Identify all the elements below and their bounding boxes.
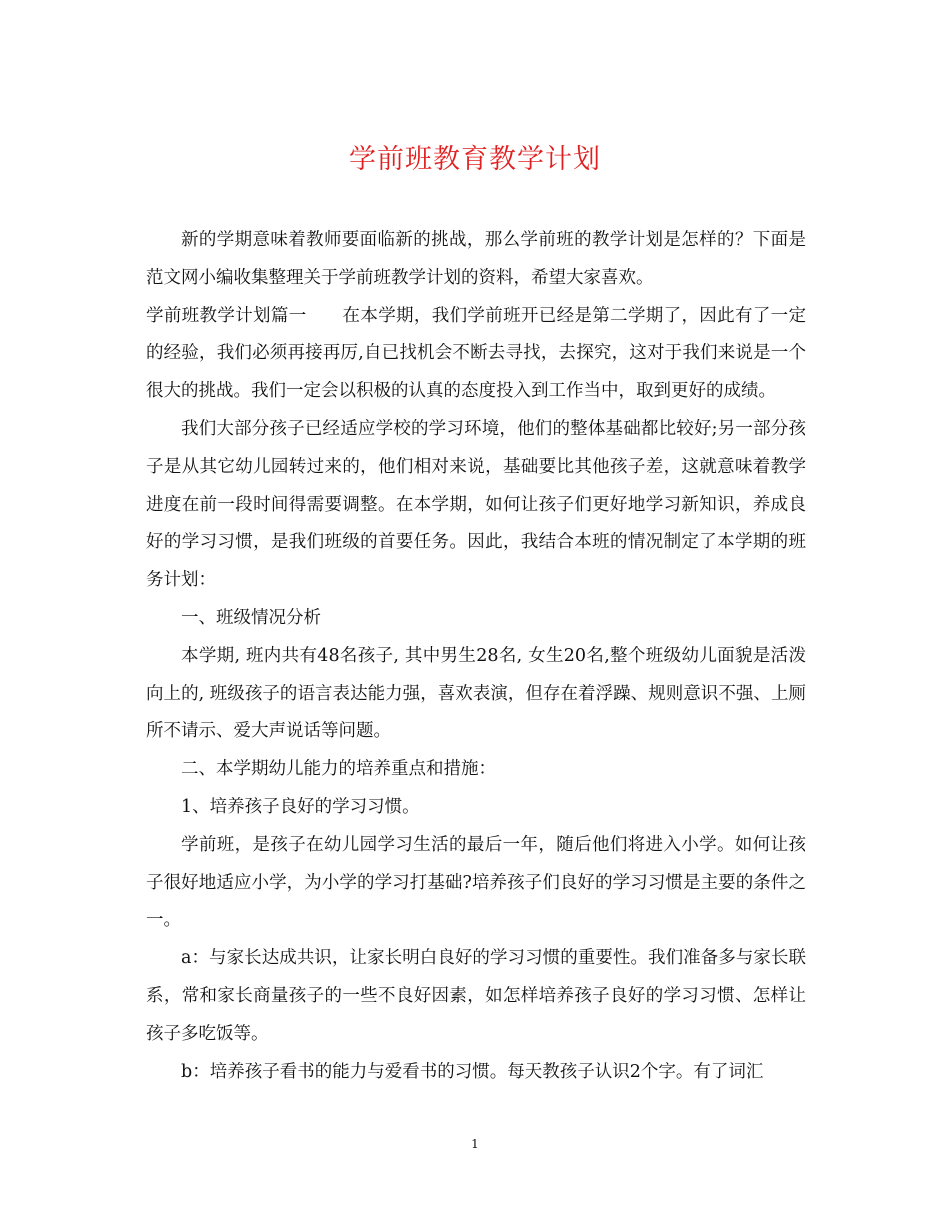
- section-paragraph: [146, 298, 806, 411]
- body-paragraph: 本学期, 班内共有48名孩子, 其中男生28名, 女生20名,整个班级幼儿面貌是活泼向上的, 班级孩子的语言表达能力强，喜欢表演，但存在着浮躁、规则意识不强、上厕所不请示、爱大声说话等问题。: [146, 645, 806, 742]
- measure-a-paragraph: a：与家长达成共识，让家长明白良好的学习习惯的重要性。我们准备多与家长联系，常和家长商量孩子的一些不良好因素，如怎样培养孩子良好的学习习惯、怎样让孩子多吃饭等。: [146, 948, 806, 1044]
- document-title: 学前班教育教学计划: [349, 144, 601, 175]
- class-analysis-heading: 一、班级情况分析: [181, 607, 321, 628]
- section-text: 在本学期，我们学前班开已经是第二学期了，因此有了一定的经验，我们必须再接再厉,自已找机会不断去寻找，去探究，这对于我们来说是一个很大的挑战。我们一定会以积极的认真的态度投入到工作当中，取到更好的成绩。: [146, 305, 807, 402]
- training-focus-heading: 二、本学期幼儿能力的培养重点和措施：: [181, 759, 496, 780]
- page-number: 1: [471, 1137, 479, 1151]
- habit-subheading: 1、培养孩子良好的学习习惯。: [181, 796, 420, 817]
- document-body: [146, 222, 806, 1091]
- section-heading: 学前班教学计划篇一: [146, 305, 307, 326]
- body-paragraph: 学前班，是孩子在幼儿园学习生活的最后一年，随后他们将进入小学。如何让孩子很好地适应小学，为小学的学习打基础?培养孩子们良好的学习习惯是主要的条件之一。: [146, 834, 806, 931]
- measure-b-paragraph: b：培养孩子看书的能力与爱看书的习惯。每天教孩子认识2个字。有了词汇: [181, 1061, 764, 1082]
- intro-paragraph: 新的学期意味着教师要面临新的挑战，那么学前班的教学计划是怎样的？下面是范文网小编收集整理关于学前班教学计划的资料，希望大家喜欢。: [146, 230, 806, 288]
- body-paragraph: 我们大部分孩子已经适应学校的学习环境，他们的整体基础都比较好;另一部分孩子是从其它幼儿园转过来的，他们相对来说，基础要比其他孩子差，这就意味着教学进度在前一段时间得需要调整。在本学期，如何让孩子们更好地学习新知识，养成良好的学习习惯，是我们班级的首要任务。因此，我结合本班的情况制定了本学期的班务计划：: [146, 418, 806, 591]
